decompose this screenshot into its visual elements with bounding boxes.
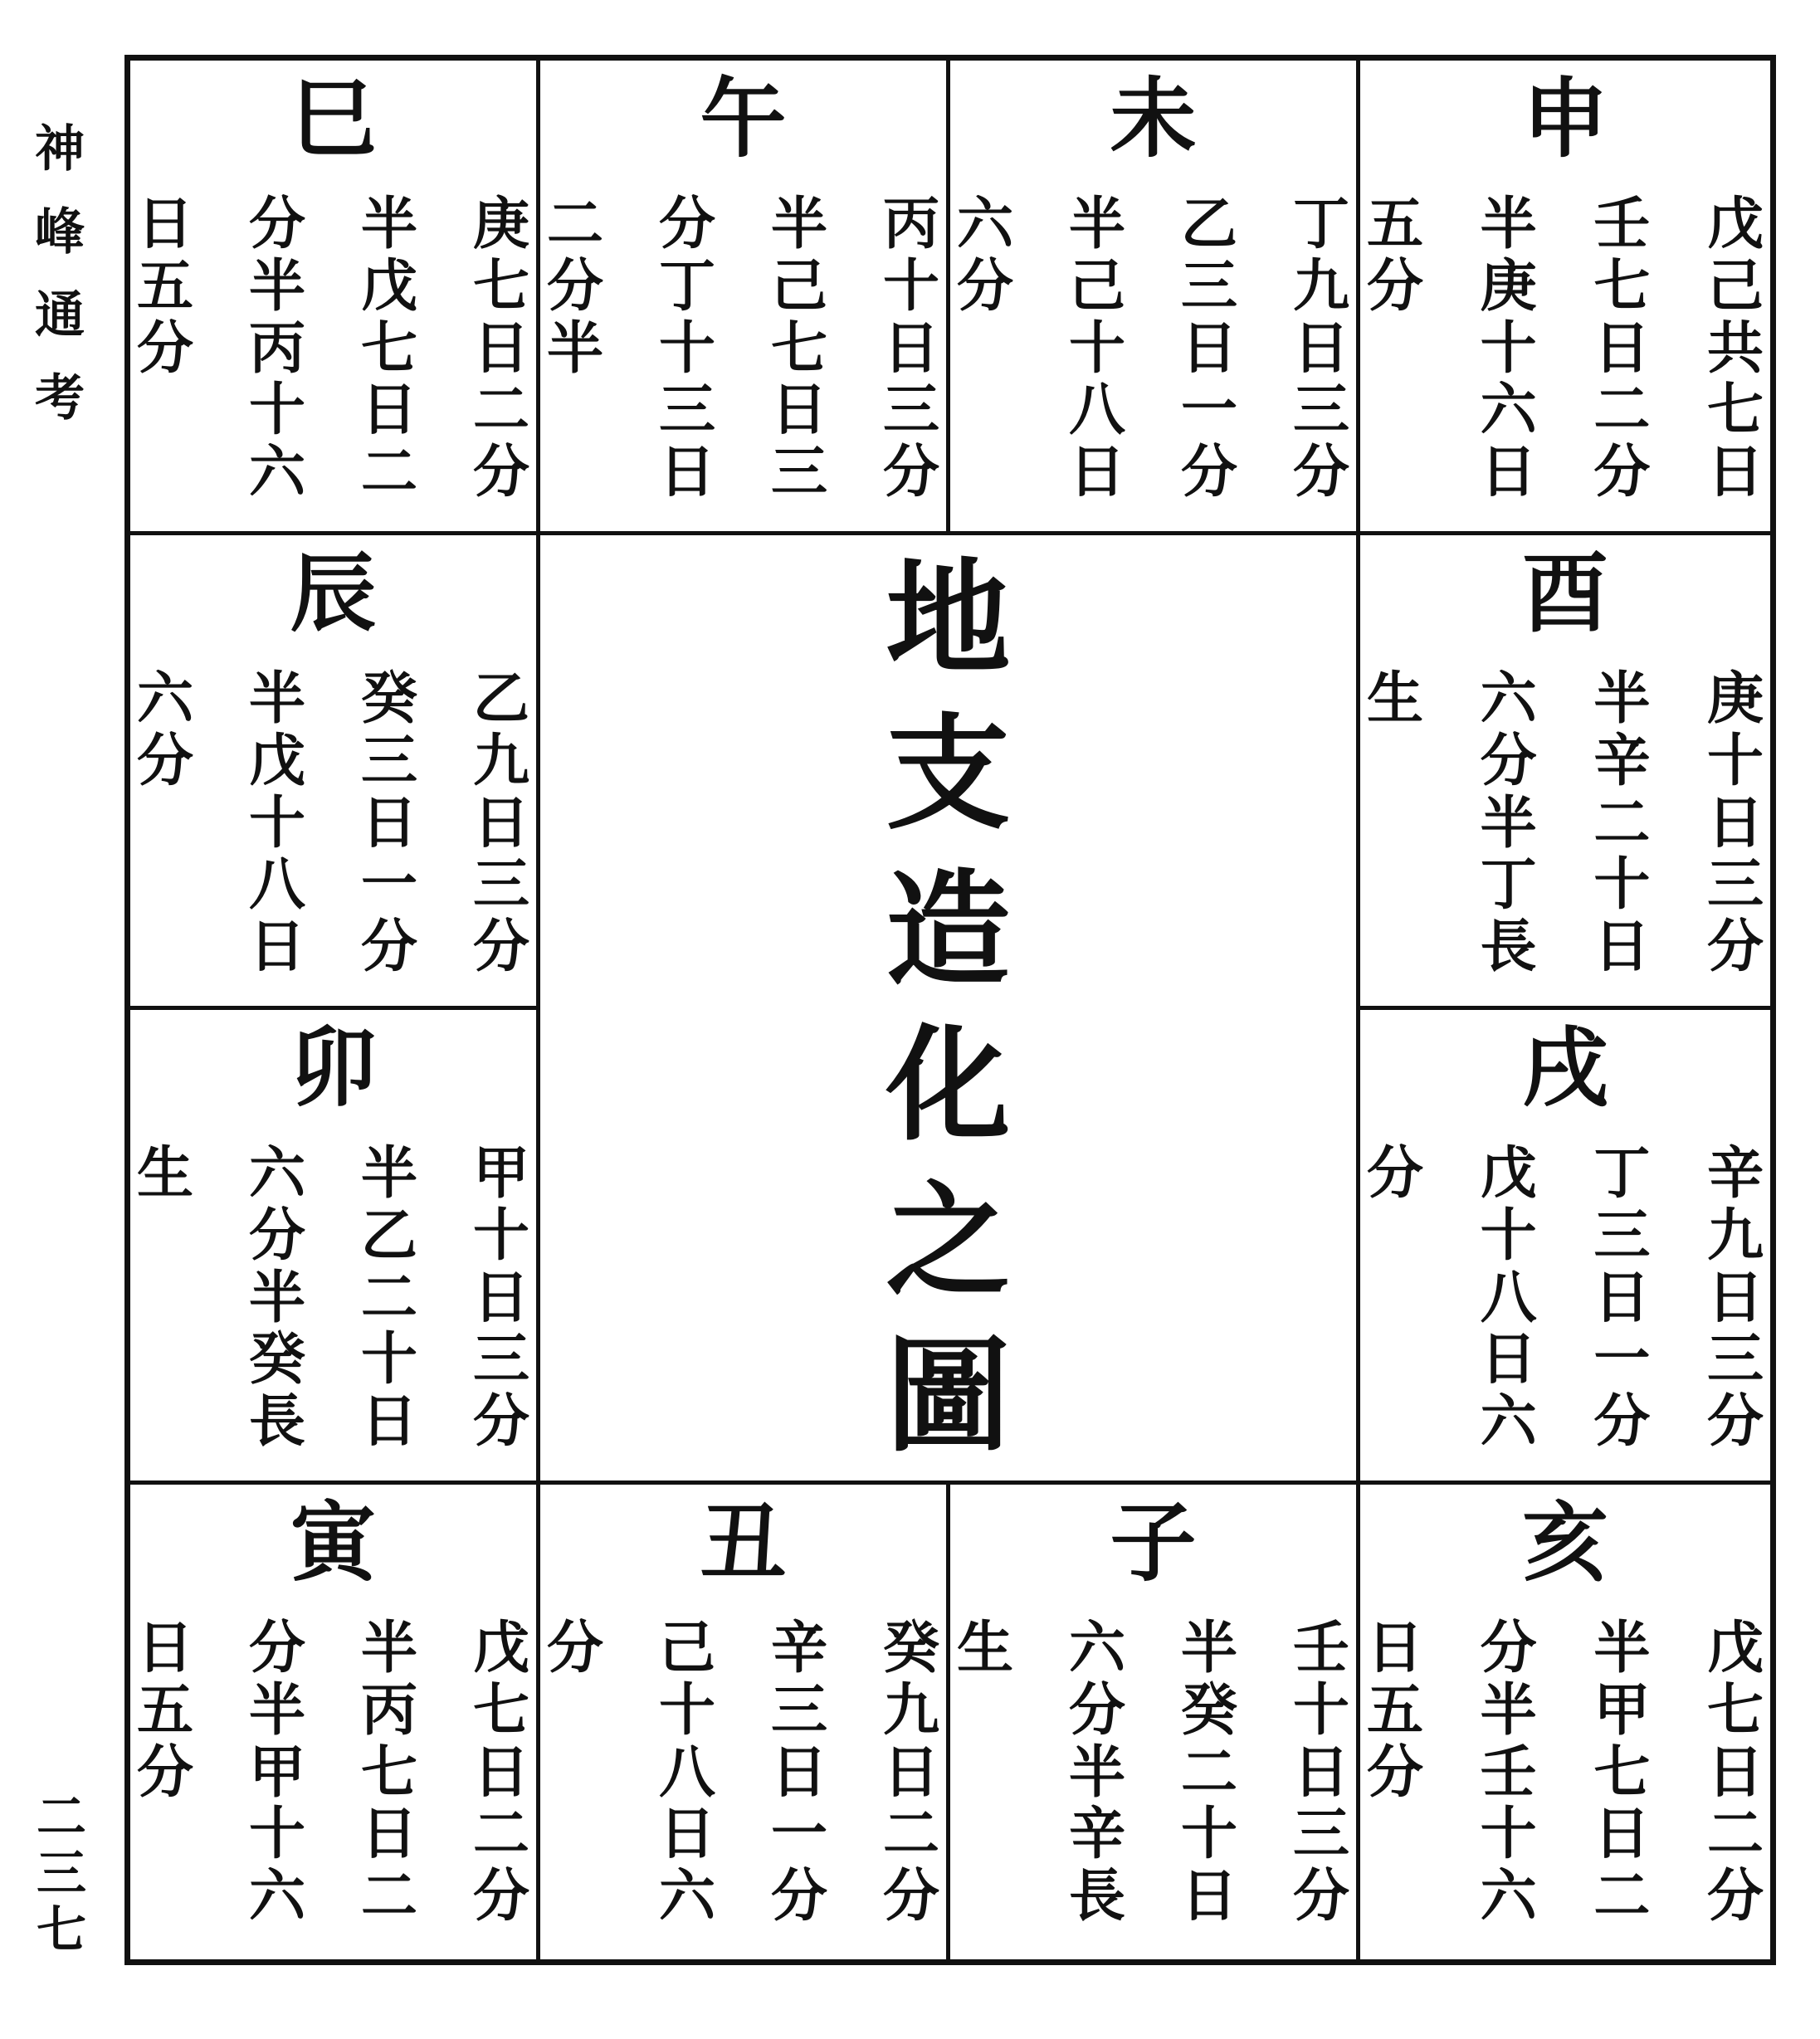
cell-hai — [1360, 1485, 1770, 1959]
text-column: 癸 九 日 二 分 — [882, 1615, 939, 1930]
center-title — [540, 541, 1356, 1475]
cell-you — [1360, 535, 1770, 1010]
text-column: 癸 三 日 一 分 — [360, 666, 417, 981]
branch-label: 丑 — [700, 1491, 787, 1593]
cell-chen — [130, 535, 540, 1010]
text-column: 丙 十 日 三 分 — [882, 191, 939, 506]
text-column: 六 分 — [957, 191, 1014, 320]
text-column: 丁 三 日 一 分 — [1593, 1140, 1651, 1456]
text-column: 半 戊 七 日 二 — [360, 191, 417, 506]
glyph: 圖 — [886, 1323, 1011, 1470]
branch-label: 子 — [1110, 1491, 1197, 1593]
text-column: 庚 七 日 二 分 — [472, 191, 529, 506]
text-column: 半 庚 十 六 日 — [1480, 191, 1537, 506]
text-column: 二 分 半 — [547, 191, 604, 382]
text-column: 生 — [137, 1140, 194, 1207]
branch-label: 酉 — [1521, 542, 1608, 644]
text-columns — [1367, 668, 1764, 999]
branch-diagram — [124, 55, 1776, 1965]
cell-si — [130, 61, 540, 535]
cell-zi — [950, 1485, 1360, 1959]
branch-label: 亥 — [1521, 1491, 1608, 1593]
center-title-panel — [540, 535, 1360, 1485]
text-column: 日 五 分 — [1367, 1615, 1424, 1806]
text-columns — [547, 193, 939, 524]
glyph: 七 — [37, 1901, 86, 1959]
text-columns — [137, 1140, 529, 1474]
text-column: 六 分 — [137, 666, 194, 794]
text-column: 分 丁 十 三 日 — [658, 191, 715, 506]
text-column: 甲 十 日 三 分 — [472, 1140, 529, 1456]
text-column: 六 分 半 癸 長 — [248, 1140, 305, 1456]
text-columns — [137, 1617, 529, 1953]
glyph: 峰 — [35, 203, 85, 261]
text-column: 六 分 半 丁 長 — [1480, 666, 1537, 981]
text-column: 乙 三 日 一 分 — [1180, 191, 1237, 506]
glyph: 神 — [35, 120, 85, 178]
glyph: 之 — [886, 1168, 1011, 1314]
text-columns — [957, 193, 1349, 524]
text-column: 壬 十 日 三 分 — [1292, 1615, 1349, 1930]
text-column: 辛 三 日 一 分 — [770, 1615, 827, 1930]
text-column: 戊 七 日 二 分 — [472, 1615, 529, 1930]
text-columns — [137, 668, 529, 999]
cell-wei — [950, 61, 1360, 535]
text-column: 半 丙 七 日 二 — [360, 1615, 417, 1930]
glyph: 造 — [886, 856, 1011, 1002]
text-column: 戊 己 共 七 日 — [1706, 191, 1764, 506]
text-column: 丁 九 日 三 分 — [1292, 191, 1349, 506]
text-column: 乙 九 日 三 分 — [472, 666, 529, 981]
branch-label: 未 — [1110, 67, 1197, 169]
branch-label: 戌 — [1521, 1017, 1608, 1119]
cell-xu — [1360, 1010, 1770, 1485]
text-column: 半 甲 七 日 二 — [1593, 1615, 1651, 1930]
text-column: 壬 七 日 二 分 — [1593, 191, 1651, 506]
glyph: 考 — [35, 369, 85, 427]
glyph: 通 — [35, 286, 85, 344]
text-columns — [1367, 193, 1764, 524]
cell-mao — [130, 1010, 540, 1485]
text-column: 五 分 — [1367, 191, 1424, 320]
cell-yin — [130, 1485, 540, 1959]
text-column: 戊 七 日 二 分 — [1706, 1615, 1764, 1930]
branch-label: 辰 — [290, 542, 377, 644]
text-column: 日 五 分 — [137, 191, 194, 382]
text-column: 戊 十 八 日 六 — [1480, 1140, 1537, 1456]
branch-label: 寅 — [290, 1491, 377, 1593]
text-column: 庚 十 日 三 分 — [1706, 666, 1764, 981]
text-column: 分 — [547, 1615, 604, 1681]
cell-wu — [540, 61, 950, 535]
glyph: 二 — [37, 1788, 86, 1846]
text-column: 半 己 七 日 三 — [770, 191, 827, 506]
text-column: 半 戊 十 八 日 — [248, 666, 305, 981]
text-columns — [1367, 1617, 1764, 1953]
glyph: 地 — [886, 545, 1011, 691]
text-column: 半 癸 二 十 日 — [1180, 1615, 1237, 1930]
side-title — [35, 120, 85, 456]
text-column: 分 半 壬 十 六 — [1480, 1615, 1537, 1930]
branch-label: 午 — [700, 67, 787, 169]
glyph: 三 — [37, 1845, 86, 1903]
text-column: 分 — [1367, 1140, 1424, 1207]
glyph: 支 — [886, 700, 1011, 847]
text-column: 半 辛 二 十 日 — [1593, 666, 1651, 981]
text-column: 生 — [1367, 666, 1424, 732]
text-columns — [137, 193, 529, 524]
text-column: 半 乙 二 十 日 — [360, 1140, 417, 1456]
text-columns — [1367, 1140, 1764, 1474]
branch-label: 申 — [1521, 67, 1608, 169]
text-columns — [957, 1617, 1349, 1953]
text-column: 日 五 分 — [137, 1615, 194, 1806]
text-column: 分 半 甲 十 六 — [248, 1615, 305, 1930]
branch-label: 卯 — [290, 1017, 377, 1119]
page-number — [37, 1788, 86, 1962]
text-column: 六 分 半 辛 長 — [1068, 1615, 1125, 1930]
text-column: 生 — [957, 1615, 1014, 1681]
cell-chou — [540, 1485, 950, 1959]
text-columns — [547, 1617, 939, 1953]
text-column: 辛 九 日 三 分 — [1706, 1140, 1764, 1456]
cell-shen — [1360, 61, 1770, 535]
text-column: 半 己 十 八 日 — [1068, 191, 1125, 506]
text-column: 己 十 八 日 六 — [658, 1615, 715, 1930]
text-column: 分 半 丙 十 六 — [248, 191, 305, 506]
glyph: 化 — [886, 1012, 1011, 1159]
branch-label: 巳 — [290, 67, 377, 169]
